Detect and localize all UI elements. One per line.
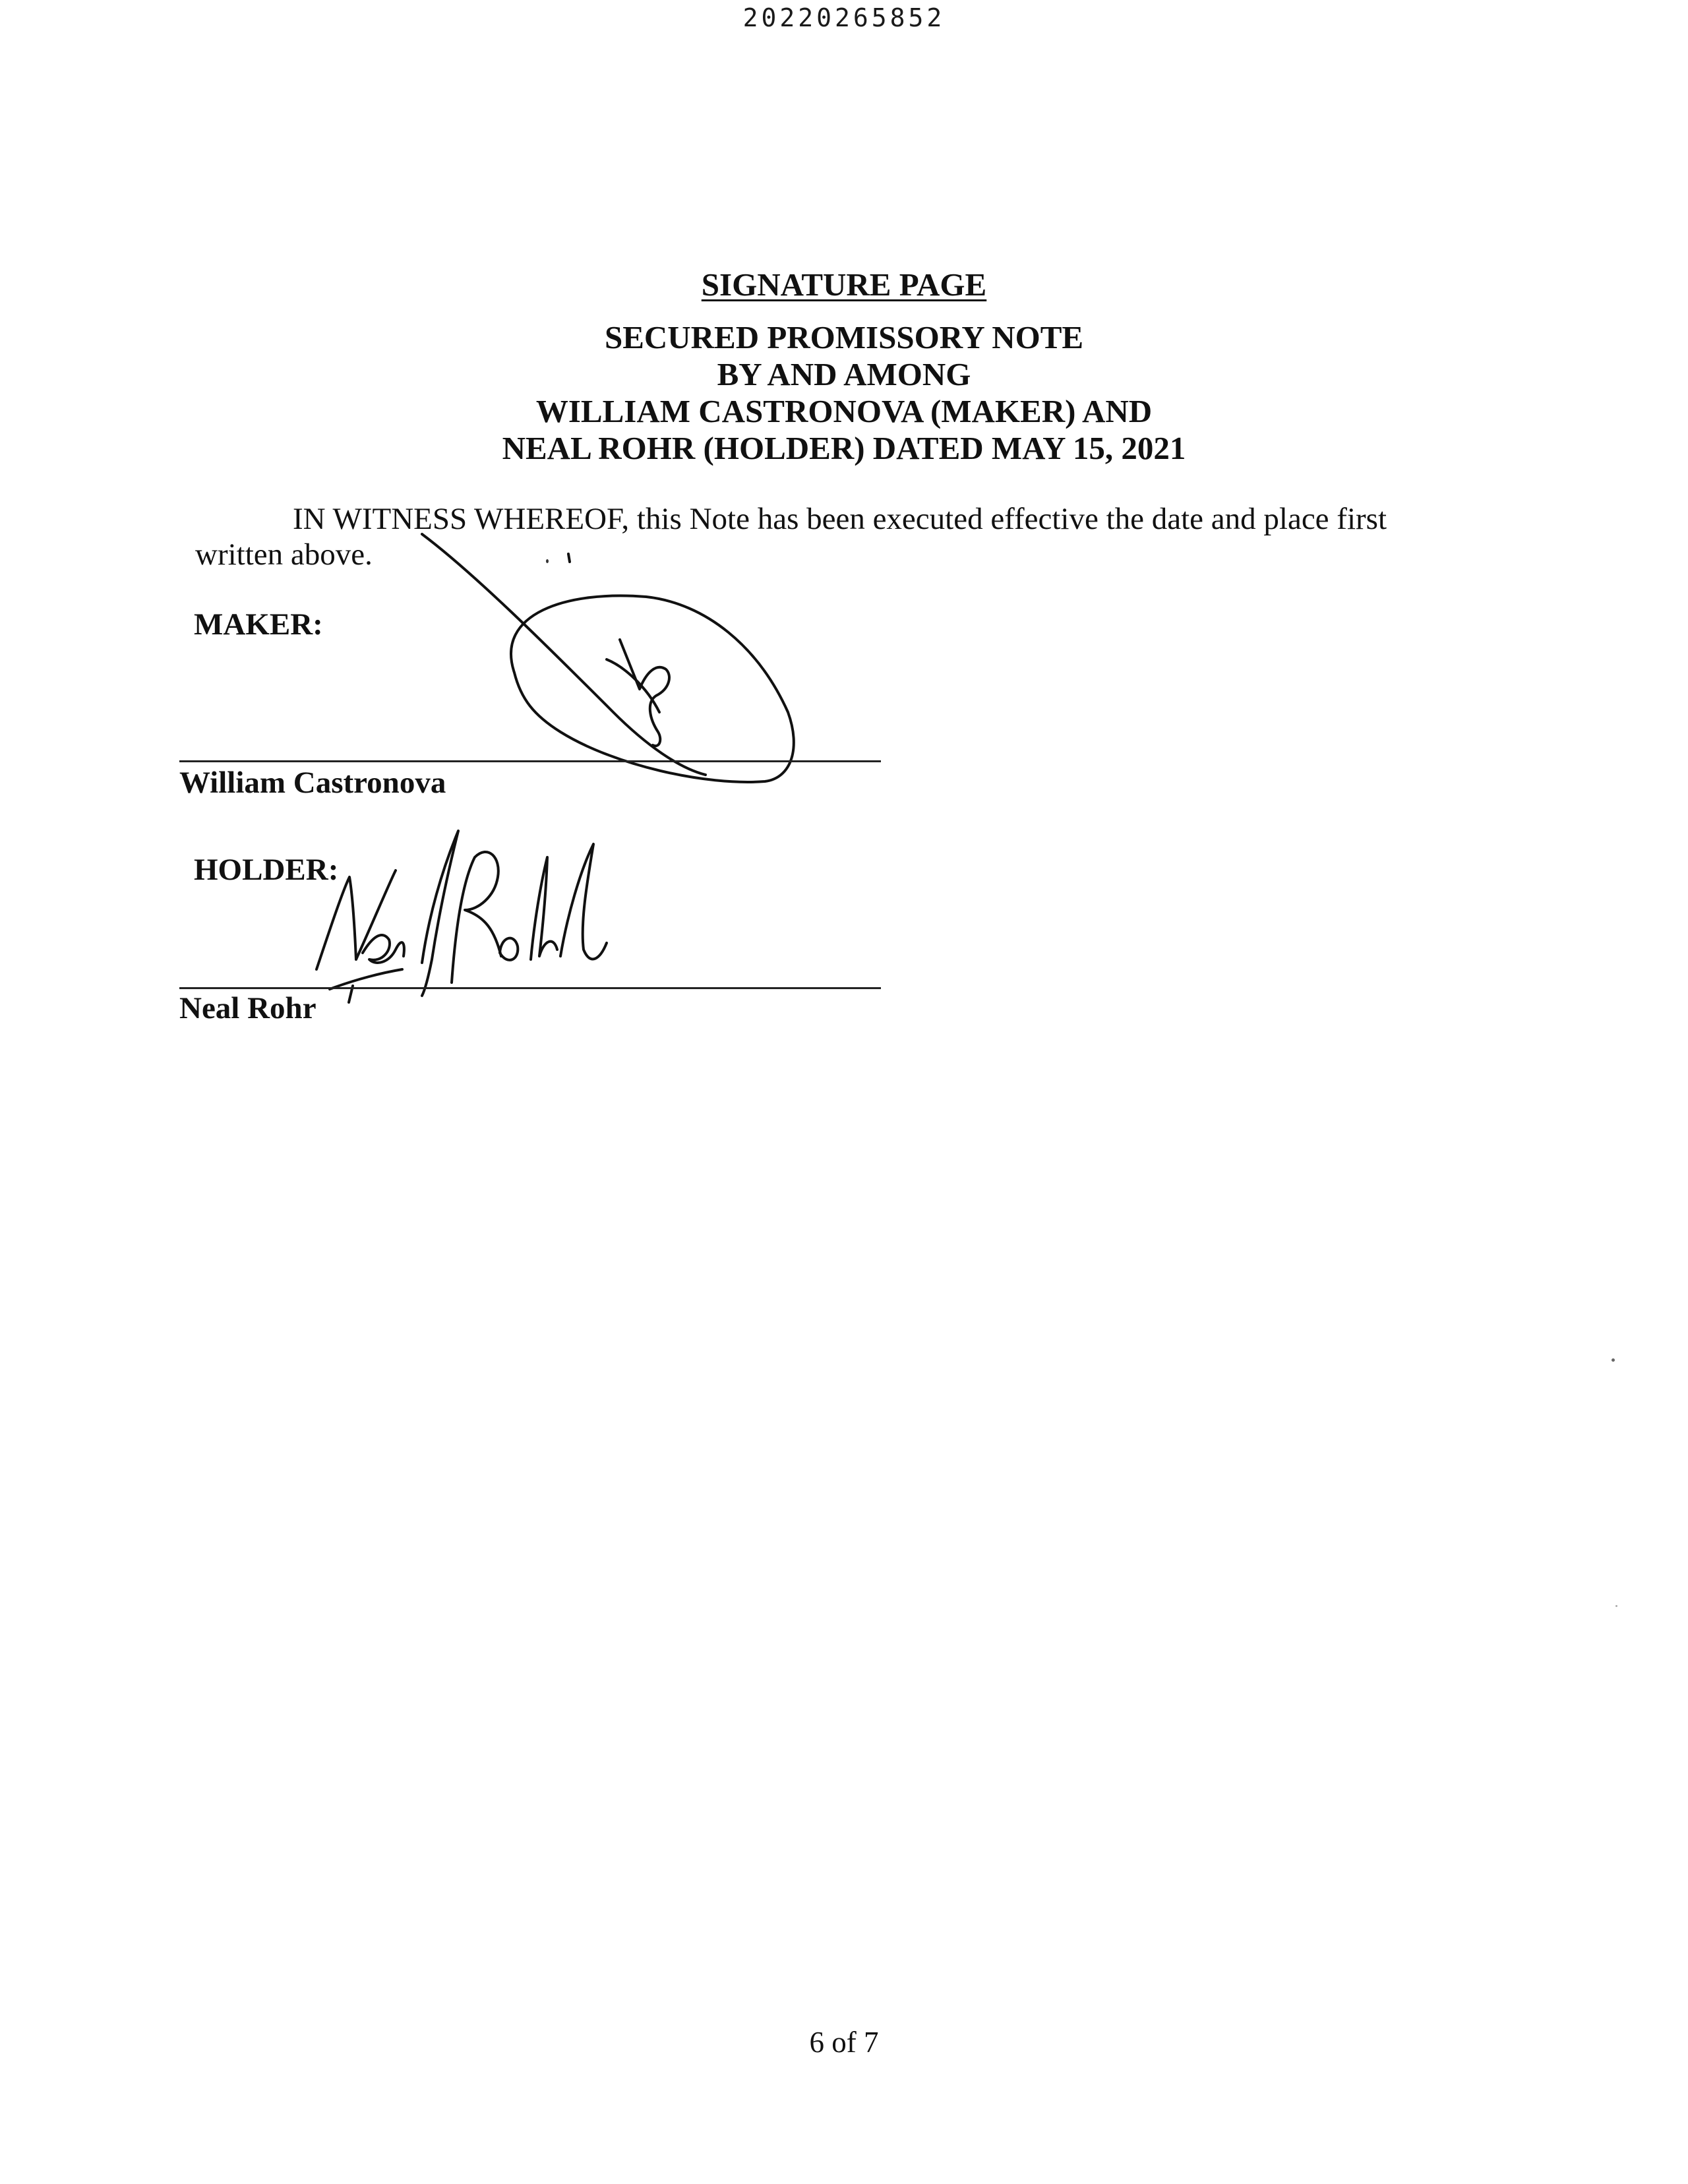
holder-signature-line [179,987,881,989]
heading-block [0,266,1688,467]
maker-name: William Castronova [179,766,446,800]
maker-signature-icon [396,514,857,818]
heading-line-2: BY AND AMONG [717,356,971,392]
page-number: 6 of 7 [809,2026,879,2059]
holder-name: Neal Rohr [179,991,316,1025]
scan-speck [1615,1605,1617,1607]
maker-label: MAKER: [194,607,323,642]
document-number: 20220265852 [742,3,946,32]
witness-clause-line-2: written above. [195,537,373,572]
maker-signature-line [179,760,881,762]
heading-line-4: NEAL ROHR (HOLDER) DATED MAY 15, 2021 [502,430,1186,466]
witness-clause-line-1: IN WITNESS WHEREOF, this Note has been executed effective the date and place first [293,502,1387,536]
scan-speck [1612,1358,1615,1362]
heading-line-3: WILLIAM CASTRONOVA (MAKER) AND [535,393,1153,429]
scan-speck [546,559,549,563]
holder-label: HOLDER: [194,853,339,887]
page-title: SIGNATURE PAGE [701,266,987,303]
holder-signature-icon [290,818,633,1016]
heading-line-1: SECURED PROMISSORY NOTE [604,319,1084,355]
